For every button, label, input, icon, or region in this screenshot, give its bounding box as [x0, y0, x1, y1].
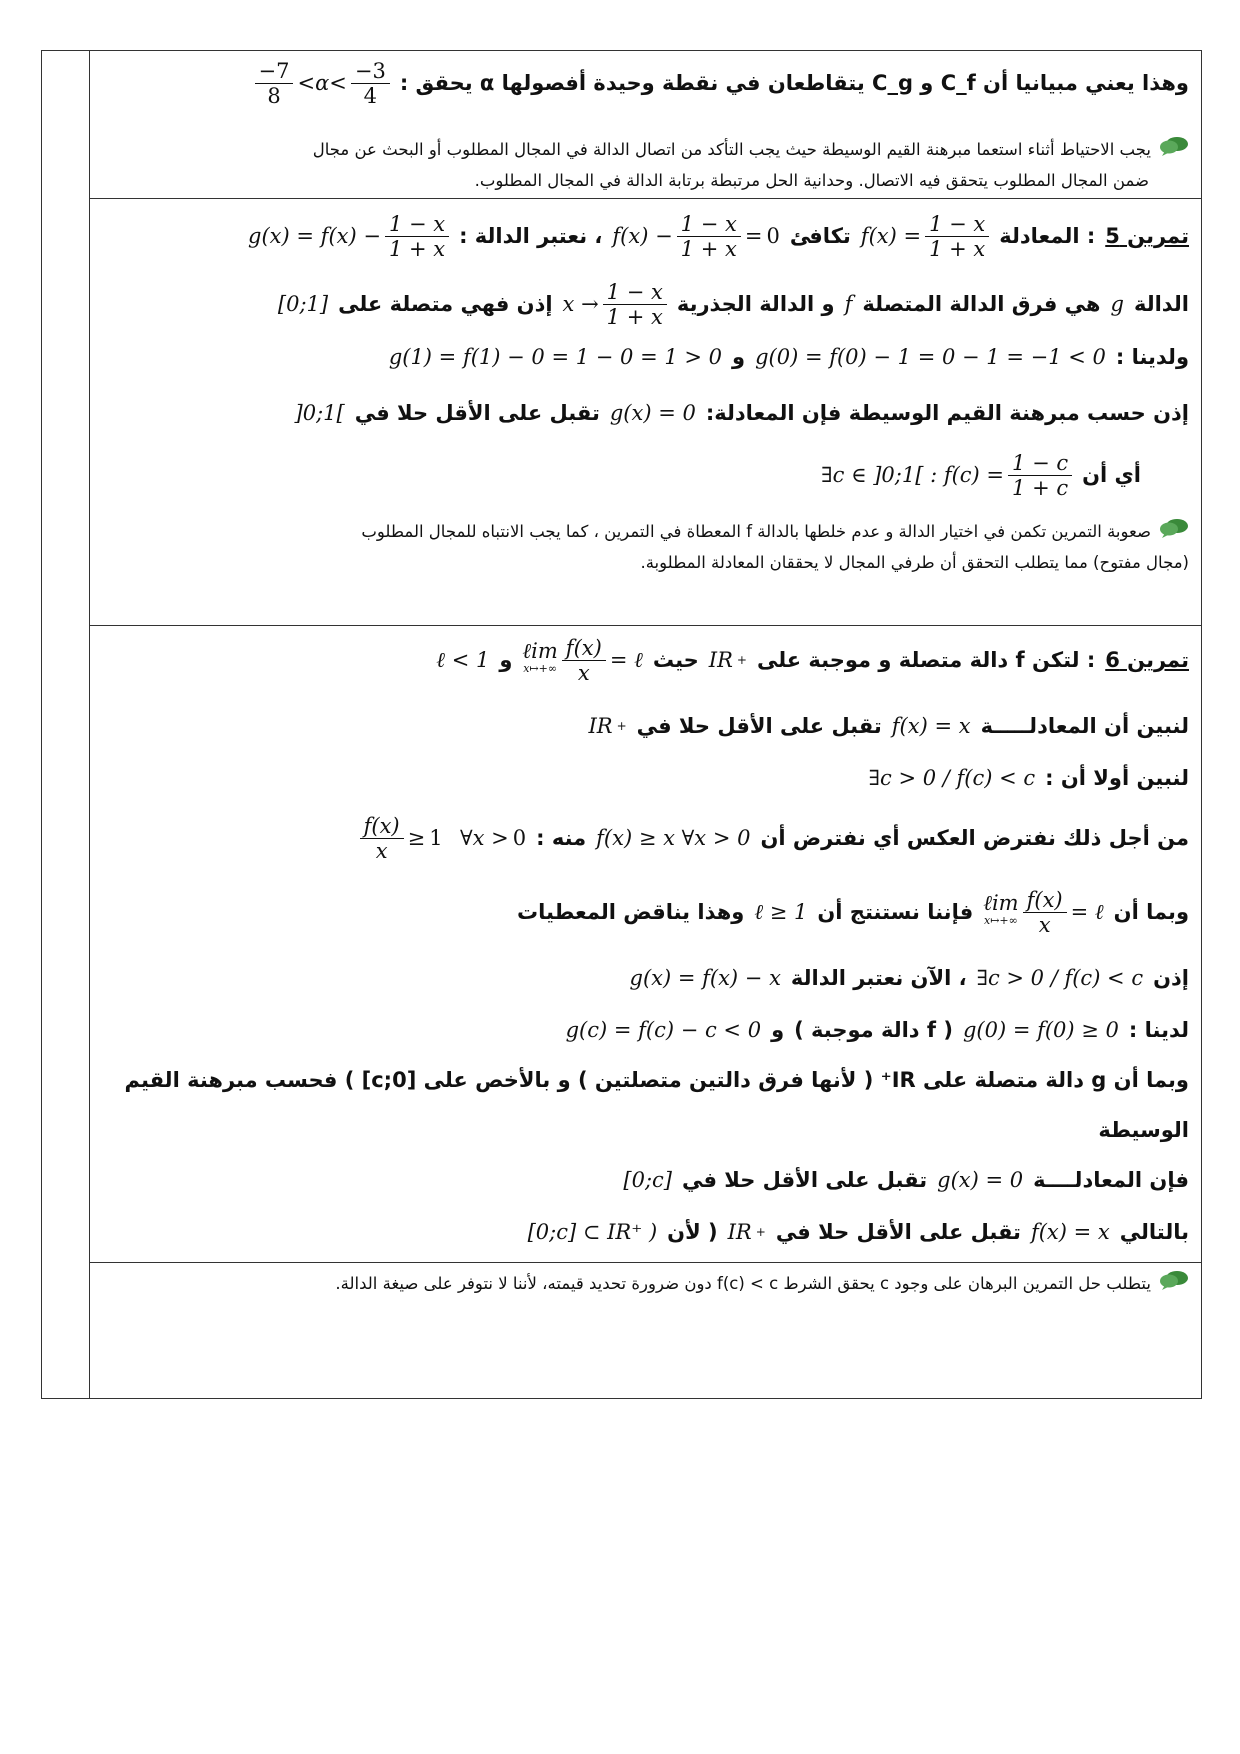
ex5-line-3: ولدينا : g(0) = f(0) − 1 = 0 − 1 = −1 < 0 و g(1) = f(1) − 0 = 1 − 0 = 1 > 0: [388, 345, 1189, 369]
ex6-line-4: من أجل ذلك نفترض العكس أي نفترض أن f(x) ≥ x ∀x > 0 منه : $\frac{f(x)}{x}$ ≥ 1 ∀x > 0: [360, 810, 1189, 866]
conclusion-line: [255, 58, 1189, 108]
ex6-line-11: بالتالي f(x) = x تقبل على الأقل حلا في IR + ( لأن [0;c] ⊂ IR⁺ ): [527, 1220, 1189, 1244]
ex5-title: تمرين 5: [1105, 224, 1189, 248]
document-frame: [41, 50, 1202, 1399]
ex5-line-2: الدالة g هي فرق الدالة المتصلة f و الدالة الجذرية x → $\frac{1 - x}{1 + x}$ إذن فهي متصلة على [0;1]: [277, 279, 1189, 329]
ex6-line-6: إذن ∃c > 0 / f(c) < c ، الآن نعتبر الدالة g(x) = f(x) − x: [629, 966, 1189, 990]
tip-note-3: يتطلب حل التمرين البرهان على وجود c يحقق الشرط f(c) < c دون ضرورة تحديد قيمته، لأننا لا نتوفر على صيغة الدالة.: [106, 1269, 1189, 1300]
ex6-divider: [90, 1262, 1201, 1263]
exercise-5: [90, 199, 1201, 626]
ex5-line-1: تمرين 5 : المعادلة f(x) = $\frac{1 - x}{1 + x}$ تكافئ f(x) − $\frac{1 - x}{1 + x}$ = 0 ، نعتبر الدالة : g(x) = f(x) − $\frac{1 - x}{1 + x}$: [248, 211, 1189, 261]
ex6-line-3: لنبين أولا أن : ∃c > 0 / f(c) < c: [868, 766, 1189, 790]
block-continuation: [90, 51, 1201, 199]
ex6-line-5: وبما أن ℓim x↦+∞ $\frac{f(x)}{x}$ = ℓ فإننا نستنتج أن ℓ ≥ 1 وهذا يناقض المعطيات: [516, 887, 1189, 937]
speech-bubble-icon: [1159, 518, 1189, 548]
ex6-line-8: وبما أن g دالة متصلة على IR⁺ ( لأنها فرق دالتين متصلتين ) و بالأخص على [0;c] ) فحسب مبرهنة القيم: [124, 1068, 1189, 1092]
conclusion-text: وهذا يعني مبيانيا أن C_f و C_g يتقاطعان في نقطة وحيدة أفصولها α يحقق :: [399, 71, 1189, 95]
ex6-line-10: فإن المعادلــــة g(x) = 0 تقبل على الأقل حلا في [0;c]: [623, 1168, 1189, 1192]
tip-note-2: صعوبة التمرين تكمن في اختيار الدالة و عدم خلطها بالدالة f المعطاة في التمرين ، كما يجب الانتباه للمجال المطلوب (مجال مفتوح) مما يتطلب التحقق أن طرفي المجال لا يحققان المعادلة المطلوبة.: [106, 517, 1189, 578]
speech-bubble-icon: [1159, 136, 1189, 166]
ex6-line-1: تمرين 6 : لتكن f دالة متصلة و موجبة على IR + حيث ℓim x↦+∞ $\frac{f(x)}{x}$ = ℓ و ℓ < 1: [436, 635, 1189, 685]
ex6-line-2: لنبين أن المعادلـــــة f(x) = x تقبل على الأقل حلا في IR +: [588, 714, 1189, 738]
ex6-line-7: لدينا : g(0) = f(0) ≥ 0 ( f دالة موجبة ) و g(c) = f(c) − c < 0: [565, 1018, 1189, 1042]
speech-bubble-icon: [1159, 1270, 1189, 1300]
ex6-title: تمرين 6: [1105, 648, 1189, 672]
alpha-bounds: $\frac{-7}{8}$ <α< $\frac{-3}{4}$: [255, 59, 390, 108]
exercise-6: [90, 626, 1201, 1398]
ex5-line-5: أي أن ∃c ∈ ]0;1[ : f(c) = $\frac{1 - c}{1 + c}$: [821, 450, 1141, 500]
tip-note-1: يجب الاحتياط أثناء استعما مبرهنة القيم الوسيطة حيث يجب التأكد من اتصال الدالة في المجال المطلوب أو البحث عن مجال ضمن المجال المطلوب يتحقق فيه الاتصال. وحدانية الحل مرتبطة برتابة الدالة في المجال المطلوب.: [106, 135, 1189, 196]
ex6-line-9: الوسيطة: [1098, 1118, 1189, 1142]
ex5-line-4: إذن حسب مبرهنة القيم الوسيطة فإن المعادلة: g(x) = 0 تقبل على الأقل حلا في ]0;1[: [294, 401, 1189, 425]
